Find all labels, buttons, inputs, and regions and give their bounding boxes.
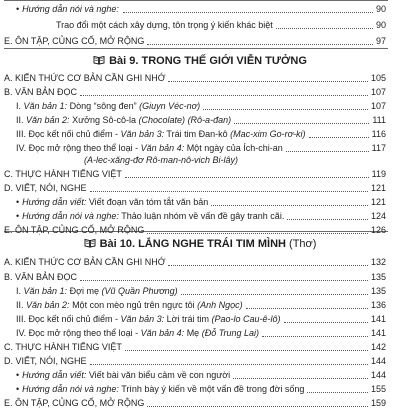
dot-leader bbox=[90, 191, 368, 192]
dot-leader bbox=[80, 95, 368, 96]
dot-leader bbox=[262, 336, 368, 337]
entry-type: Văn bản 1: bbox=[23, 101, 68, 111]
toc-entry-text bbox=[4, 354, 87, 368]
toc-entry-text bbox=[4, 34, 144, 48]
entry-title: Mẹ bbox=[184, 328, 202, 338]
entry-label: A. KIẾN THỨC CƠ BẢN CẦN GHI NHỚ bbox=[4, 73, 166, 83]
chapter-heading-c9[interactable] bbox=[0, 52, 400, 70]
page-number: 90 bbox=[375, 20, 386, 30]
dot-leader bbox=[307, 392, 368, 393]
toc-entry-text bbox=[4, 255, 165, 269]
entry-type: Văn bản 4: bbox=[140, 143, 185, 153]
toc-entry-text bbox=[16, 113, 231, 127]
toc-row-bai10-7[interactable] bbox=[0, 354, 400, 368]
entry-label: C. THỰC HÀNH TIẾNG VIỆT bbox=[4, 342, 122, 352]
toc-entry-text bbox=[16, 99, 200, 113]
dot-leader bbox=[181, 294, 368, 295]
dot-leader bbox=[309, 137, 369, 138]
toc-entry-text bbox=[4, 270, 77, 284]
toc-row-bai10-9[interactable] bbox=[0, 382, 400, 396]
dot-leader bbox=[286, 151, 369, 152]
toc-row-bai9-0[interactable] bbox=[0, 71, 400, 85]
toc-row-prev-2[interactable] bbox=[0, 18, 400, 32]
page-number: 136 bbox=[370, 300, 386, 310]
entry-label: A. KIẾN THỨC CƠ BẢN CẦN GHI NHỚ bbox=[4, 257, 166, 267]
page-number: 141 bbox=[370, 328, 386, 338]
dot-leader bbox=[168, 81, 367, 82]
toc-row-bai9-7[interactable] bbox=[0, 167, 400, 181]
entry-label: IV. Đọc mở rộng theo thể loại - bbox=[16, 328, 141, 338]
toc-row-bai10-4[interactable] bbox=[0, 312, 400, 326]
toc-entry-text bbox=[16, 368, 230, 382]
toc-entry-text bbox=[4, 71, 165, 85]
page-number: 144 bbox=[370, 370, 386, 380]
page-number: 124 bbox=[370, 211, 386, 221]
page-number: 155 bbox=[370, 384, 386, 394]
dot-leader bbox=[90, 364, 368, 365]
page-number: 97 bbox=[375, 36, 386, 46]
entry-label: E. ÔN TẬP, CỦNG CỐ, MỞ RỘNG bbox=[4, 398, 145, 408]
toc-entry-text bbox=[16, 2, 119, 16]
toc-row-bai10-6[interactable] bbox=[0, 340, 400, 354]
chapter-title: Bài 9. TRONG THẾ GIỚI VIỄN TƯỞNG bbox=[109, 55, 307, 67]
page-number: 111 bbox=[372, 115, 386, 125]
toc-entry-text bbox=[4, 340, 122, 354]
entry-author-2: (Rô-a-đan) bbox=[185, 115, 232, 125]
chapter-genre: (Thơ) bbox=[289, 238, 317, 250]
dot-leader bbox=[284, 322, 368, 323]
entry-label: B. VĂN BẢN ĐỌC bbox=[4, 272, 78, 282]
toc-entry-text bbox=[84, 153, 238, 167]
entry-author: (Giuyn Véc-nơ) bbox=[139, 101, 201, 111]
dot-leader bbox=[125, 350, 368, 351]
entry-title: Một ngày của Ích-chi-an bbox=[184, 143, 283, 153]
entry-title: Thảo luận nhóm về vấn đề gây tranh cãi. bbox=[118, 211, 285, 221]
entry-title: Trái tim Đan-kô bbox=[164, 129, 231, 139]
chapter-divider bbox=[4, 48, 388, 49]
page-number: 135 bbox=[370, 286, 386, 296]
entry-label: III. Đọc kết nối chủ điểm - bbox=[16, 314, 121, 324]
dot-leader bbox=[123, 12, 373, 13]
toc-row-bai9-2[interactable] bbox=[0, 99, 400, 113]
dot-leader bbox=[246, 308, 368, 309]
entry-title: Dòng “sông đen” bbox=[67, 101, 140, 111]
toc-row-bai10-10[interactable] bbox=[0, 396, 400, 410]
entry-author: (Anh Ngọc) bbox=[197, 300, 243, 310]
page-number: 159 bbox=[370, 398, 386, 408]
toc-row-prev-3[interactable] bbox=[0, 34, 400, 48]
toc-row-bai9-8[interactable] bbox=[0, 181, 400, 195]
toc-entry-text bbox=[16, 382, 304, 396]
toc-row-bai9-3[interactable] bbox=[0, 113, 400, 127]
entry-label: B. VĂN BẢN ĐỌC bbox=[4, 87, 78, 97]
chapter-title: Bài 10. LẮNG NGHE TRÁI TIM MÌNH bbox=[99, 238, 286, 250]
page-number: 119 bbox=[371, 169, 386, 179]
bullet-icon: • bbox=[16, 370, 20, 380]
page-number: 121 bbox=[370, 183, 386, 193]
page-number: 116 bbox=[371, 129, 386, 139]
page-number: 142 bbox=[370, 342, 386, 352]
toc-row-bai10-2[interactable] bbox=[0, 284, 400, 298]
entry-label: II. bbox=[16, 115, 27, 125]
entry-title: Viết bài văn biểu cảm về con người bbox=[86, 370, 231, 380]
entry-label: I. bbox=[16, 286, 24, 296]
toc-row-bai9-4[interactable] bbox=[0, 127, 400, 141]
dot-leader bbox=[287, 219, 368, 220]
entry-label: IV. Đọc mở rộng theo thể loại - bbox=[16, 143, 141, 153]
page-number: 105 bbox=[370, 73, 386, 83]
entry-label: C. THỰC HÀNH TIẾNG VIỆT bbox=[4, 169, 122, 179]
entry-title: Lời trái tim bbox=[164, 314, 212, 324]
entry-type: Văn bản 4: bbox=[140, 328, 185, 338]
toc-entry-text bbox=[4, 223, 144, 237]
page-number: 107 bbox=[370, 87, 386, 97]
entry-author: (Đỗ Trung Lai) bbox=[201, 328, 260, 338]
toc-row-prev-1[interactable] bbox=[0, 2, 400, 16]
toc-row-bai10-0[interactable] bbox=[0, 255, 400, 269]
entry-label: D. VIẾT, NÓI, NGHE bbox=[4, 183, 87, 193]
entry-type: Văn bản 1: bbox=[23, 286, 68, 296]
dot-leader bbox=[125, 177, 369, 178]
toc-row-bai9-9[interactable] bbox=[0, 195, 400, 209]
toc-entry-text bbox=[4, 181, 87, 195]
dot-leader bbox=[147, 44, 373, 45]
page-number: 135 bbox=[370, 272, 386, 282]
toc-row-bai9-1[interactable] bbox=[0, 85, 400, 99]
dot-leader bbox=[276, 28, 373, 29]
toc-entry-text bbox=[56, 18, 273, 32]
toc-row-bai9-10[interactable] bbox=[0, 209, 400, 223]
entry-type: Văn bản 3: bbox=[120, 129, 165, 139]
dot-leader bbox=[147, 406, 368, 407]
bullet-icon: • bbox=[16, 384, 20, 394]
entry-title: Trình bày ý kiến về một vấn đề trong đời sống bbox=[118, 384, 305, 394]
toc-row-bai10-8[interactable] bbox=[0, 368, 400, 382]
entry-author: (Vũ Quần Phương) bbox=[101, 286, 178, 296]
page-number: 107 bbox=[370, 101, 386, 111]
toc-row-bai9-6[interactable] bbox=[0, 153, 400, 167]
bullet-icon: • bbox=[16, 4, 20, 14]
dot-leader bbox=[233, 378, 368, 379]
entry-label: E. ÔN TẬP, CỦNG CỐ, MỞ RỘNG bbox=[4, 225, 145, 235]
entry-type: Hướng dẫn viết: bbox=[22, 197, 87, 207]
entry-title: Đợi mẹ bbox=[67, 286, 102, 296]
toc-row-bai9-11[interactable] bbox=[0, 223, 400, 237]
toc-entry-text bbox=[4, 85, 77, 99]
dot-leader bbox=[211, 205, 368, 206]
bullet-icon: • bbox=[16, 211, 20, 221]
entry-type: Hướng dẫn nói và nghe: bbox=[22, 384, 119, 394]
page-number: 117 bbox=[371, 143, 386, 153]
toc-entry-text bbox=[16, 326, 259, 340]
entry-author: (Chocolate) bbox=[138, 115, 186, 125]
dot-leader bbox=[234, 123, 369, 124]
toc-entry-text bbox=[16, 195, 208, 209]
page-number: 132 bbox=[370, 257, 386, 267]
entry-type: Hướng dẫn nói và nghe: bbox=[22, 211, 119, 221]
dot-leader bbox=[168, 265, 367, 266]
entry-label: Hướng dẫn nói và nghe: bbox=[22, 4, 119, 14]
toc-entry-text bbox=[16, 312, 281, 326]
toc-entry-text bbox=[16, 284, 178, 298]
dot-leader bbox=[80, 280, 368, 281]
dot-leader bbox=[147, 233, 368, 234]
entry-type: Hướng dẫn viết: bbox=[22, 370, 87, 380]
page-number: 121 bbox=[370, 197, 386, 207]
bullet-icon: • bbox=[16, 197, 20, 207]
dot-leader bbox=[203, 109, 368, 110]
entry-type: Văn bản 2: bbox=[26, 300, 70, 310]
entry-title: Một con mèo ngủ trên ngực tôi bbox=[69, 300, 198, 310]
entry-author: (Pao-lo Cau-ê-lô) bbox=[211, 314, 281, 324]
toc-row-bai10-1[interactable] bbox=[0, 270, 400, 284]
entry-label: Trao đổi một cách xây dựng, tôn trọng ý kiến khác biệt bbox=[56, 20, 273, 30]
toc-entry-text bbox=[4, 396, 144, 410]
chapter-heading-c10[interactable] bbox=[0, 235, 400, 253]
entry-label: II. bbox=[16, 300, 27, 310]
entry-label: I. bbox=[16, 101, 24, 111]
toc-row-bai10-3[interactable] bbox=[0, 298, 400, 312]
open-book-icon bbox=[84, 238, 96, 248]
entry-label: D. VIẾT, NÓI, NGHE bbox=[4, 356, 87, 366]
page-number: 144 bbox=[370, 356, 386, 366]
entry-author: (Mac-xim Go-rơ-ki) bbox=[230, 129, 306, 139]
page-number: 126 bbox=[370, 225, 386, 235]
page-number: 141 bbox=[370, 314, 386, 324]
toc-entry-text bbox=[16, 209, 284, 223]
open-book-icon bbox=[93, 55, 105, 65]
toc-entry-text bbox=[16, 298, 243, 312]
entry-type: Văn bản 2: bbox=[26, 115, 70, 125]
entry-title: Viết đoạn văn tóm tắt văn bản bbox=[86, 197, 209, 207]
page-number: 90 bbox=[375, 4, 386, 14]
entry-label: III. Đọc kết nối chủ điểm - bbox=[16, 129, 121, 139]
toc-entry-text bbox=[16, 127, 306, 141]
entry-type: Văn bản 3: bbox=[120, 314, 165, 324]
toc-row-bai10-5[interactable] bbox=[0, 326, 400, 340]
toc-entry-text bbox=[4, 167, 122, 181]
entry-label: E. ÔN TẬP, CỦNG CỐ, MỞ RỘNG bbox=[4, 36, 145, 46]
entry-author: (A-lec-xăng-đơ Rô-man-nô-vich Bi-lây) bbox=[84, 155, 238, 165]
entry-title: Xưởng Sô-cô-la bbox=[69, 115, 139, 125]
